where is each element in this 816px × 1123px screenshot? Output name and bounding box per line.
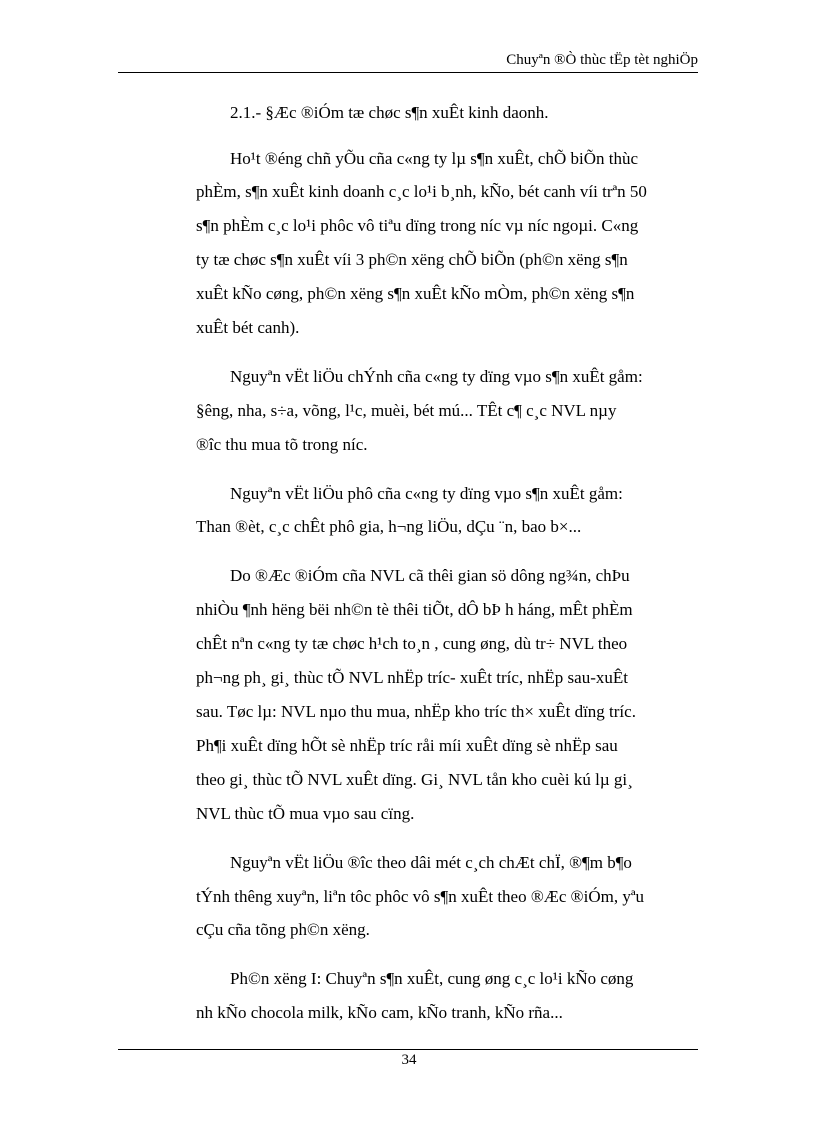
paragraph-1-line-1: Ho¹t ®éng chñ yÕu cña c«ng ty lµ s¶n xuÊt, chÕ biÕn thùc [230, 149, 639, 168]
paragraph-1-line-2: phÈm, s¶n xuÊt kinh doanh c¸c lo¹i b¸nh, kÑo, bét canh víi trªn 50 [196, 182, 647, 201]
paragraph-4-line-2: nhiÒu ¶nh hëng bëi nh©n tè thêi tiÕt, dÔ bÞ h háng, mÊt phÈm [196, 600, 633, 619]
running-header: Chuyªn ®Ò thùc tËp tèt nghiÖp [506, 52, 698, 68]
footer-divider [118, 1049, 698, 1050]
paragraph-4-line-3: chÊt nªn c«ng ty tæ chøc h¹ch to¸n , cung øng, dù tr÷ NVL theo [196, 634, 628, 653]
paragraph-4-line-8: NVL thùc tÕ mua vµo sau cïng. [196, 804, 415, 823]
paragraph-4-line-4: ph¬ng ph¸ gi¸ thùc tÕ NVL nhËp tríc- xuÊt tríc, nhËp sau-xuÊt [196, 668, 628, 687]
paragraph-1-line-5: xuÊt kÑo cøng, ph©n xëng s¶n xuÊt kÑo mÒm, ph©n xëng s¶n [196, 284, 635, 303]
paragraph-2-line-1: Nguyªn vËt liÖu chÝnh cña c«ng ty dïng vµo s¶n xuÊt gåm: [230, 367, 643, 386]
section-heading: 2.1.- §Æc ®iÓm tæ chøc s¶n xuÊt kinh daonh. [230, 103, 549, 122]
paragraph-6-line-2: nh kÑo chocola milk, kÑo cam, kÑo tranh, kÑo rña... [196, 1003, 563, 1022]
paragraph-4-line-1: Do ®Æc ®iÓm cña NVL cã thêi gian sö dông ng¾n, chÞu [230, 566, 630, 585]
paragraph-1-line-4: ty tæ chøc s¶n xuÊt víi 3 ph©n xëng chÕ biÕn (ph©n xëng s¶n [196, 250, 628, 269]
paragraph-6-line-1: Ph©n xëng I: Chuyªn s¶n xuÊt, cung øng c¸c lo¹i kÑo cøng [230, 969, 634, 988]
header-divider [118, 72, 698, 73]
paragraph-5-line-1: Nguyªn vËt liÖu ®îc theo dâi mét c¸ch chÆt chÏ, ®¶m b¶o [230, 853, 632, 872]
page-number: 34 [401, 1052, 417, 1068]
paragraph-3-line-2: Than ®èt, c¸c chÊt phô gia, h¬ng liÖu, dÇu ¨n, bao b×... [196, 517, 582, 536]
paragraph-1-line-6: xuÊt bét canh). [196, 318, 300, 337]
paragraph-4-line-5: sau. Tøc lµ: NVL nµo thu mua, nhËp kho tríc th× xuÊt dïng tríc. [196, 702, 636, 721]
paragraph-4-line-7: theo gi¸ thùc tÕ NVL xuÊt dïng. Gi¸ NVL tån kho cuèi kú lµ gi¸ [196, 770, 633, 789]
paragraph-3-line-1: Nguyªn vËt liÖu phô cña c«ng ty dïng vµo s¶n xuÊt gåm: [230, 484, 623, 503]
paragraph-5-line-3: cÇu cña tõng ph©n xëng. [196, 920, 370, 939]
paragraph-2-line-2: §êng, nha, s÷a, võng, l¹c, muèi, bét mú... TÊt c¶ c¸c NVL nµy [196, 401, 617, 420]
paragraph-2-line-3: ®îc thu mua tõ trong níc. [196, 435, 368, 454]
paragraph-5-line-2: tÝnh thêng xuyªn, liªn tôc phôc vô s¶n xuÊt theo ®Æc ®iÓm, yªu [196, 887, 645, 906]
paragraph-1-line-3: s¶n phÈm c¸c lo¹i phôc vô tiªu dïng trong níc vµ níc ngoµi. C«ng [196, 216, 639, 235]
paragraph-4-line-6: Ph¶i xuÊt dïng hÕt sè nhËp tríc råi míi xuÊt dïng sè nhËp sau [196, 736, 618, 755]
